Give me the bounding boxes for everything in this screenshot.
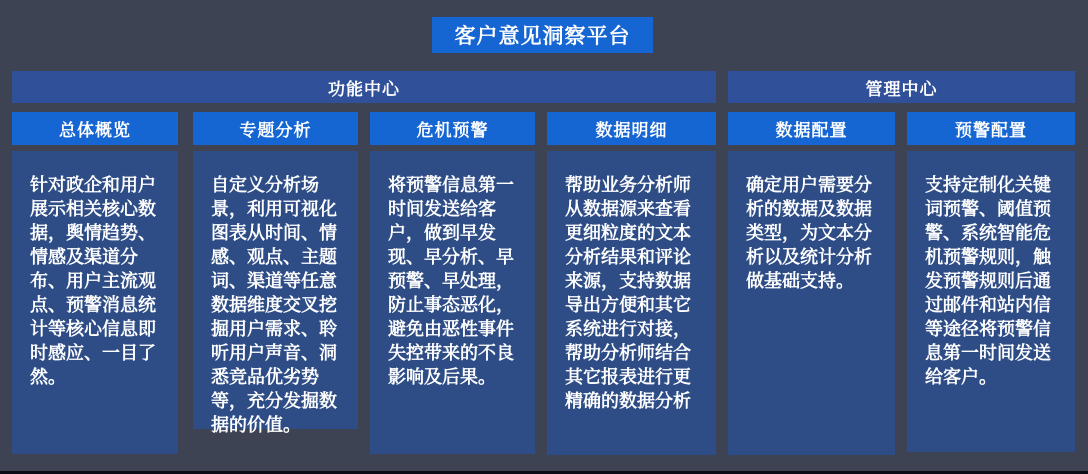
card-title-warning-config (907, 112, 1075, 145)
platform-title-banner (432, 17, 653, 53)
card-title-label: 数据配置 (775, 121, 848, 140)
card-body-overall-overview (12, 151, 178, 454)
card-body-topic-analysis (193, 151, 358, 435)
card-body-text: 确定用户需要分析的数据及数据类型，为文本分析以及统计分析做基础支持。 (746, 175, 872, 291)
card-body-text: 针对政企和用户展示相关核心数据，舆情趋势、情感及渠道分布、用户主流观点、预警消息统计等核心信息即时感应、一目了然。 (30, 175, 156, 387)
card-body-text: 自定义分析场景，利用可视化图表从时间、情感、观点、主题词、渠道等任意数据维度交叉挖掘用户需求、聆听用户声音、洞悉竞品优劣势等，充分发掘数据的价值。 (211, 175, 337, 435)
section-header-management-center (728, 71, 1075, 103)
card-title-data-detail (547, 112, 716, 145)
card-title-label: 数据明细 (595, 121, 668, 140)
card-body-warning-config (907, 151, 1075, 452)
card-body-text: 将预警信息第一时间发送给客户，做到早发现、早分析、早预警、早处理，防止事态恶化，避免由恶性事件失控带来的不良影响及后果。 (388, 175, 514, 387)
section-header-label: 管理中心 (865, 79, 938, 99)
card-body-data-detail (547, 151, 716, 455)
card-body-text: 支持定制化关键词预警、阈值预警、系统智能危机预警规则，触发预警规则后通过邮件和站内信等途径将预警信息第一时间发送给客户。 (925, 175, 1051, 387)
card-title-label: 总体概览 (59, 121, 131, 140)
card-title-label: 危机预警 (416, 121, 489, 140)
section-header-function-center (12, 71, 716, 103)
card-body-crisis-warning (370, 151, 535, 454)
card-title-overall-overview (12, 112, 178, 145)
card-title-crisis-warning (370, 112, 535, 145)
card-title-topic-analysis (193, 112, 358, 145)
card-body-data-config (728, 151, 895, 455)
section-header-label: 功能中心 (328, 79, 400, 99)
card-title-label: 预警配置 (955, 121, 1027, 140)
platform-title: 客户意见洞察平台 (454, 25, 631, 48)
card-title-data-config (728, 112, 895, 145)
card-title-label: 专题分析 (239, 121, 312, 140)
card-body-text: 帮助业务分析师从数据源来查看更细粒度的文本分析结果和评论来源，支持数据导出方便和其它系统进行对接，帮助分析师结合其它报表进行更精确的数据分析 (565, 175, 691, 411)
